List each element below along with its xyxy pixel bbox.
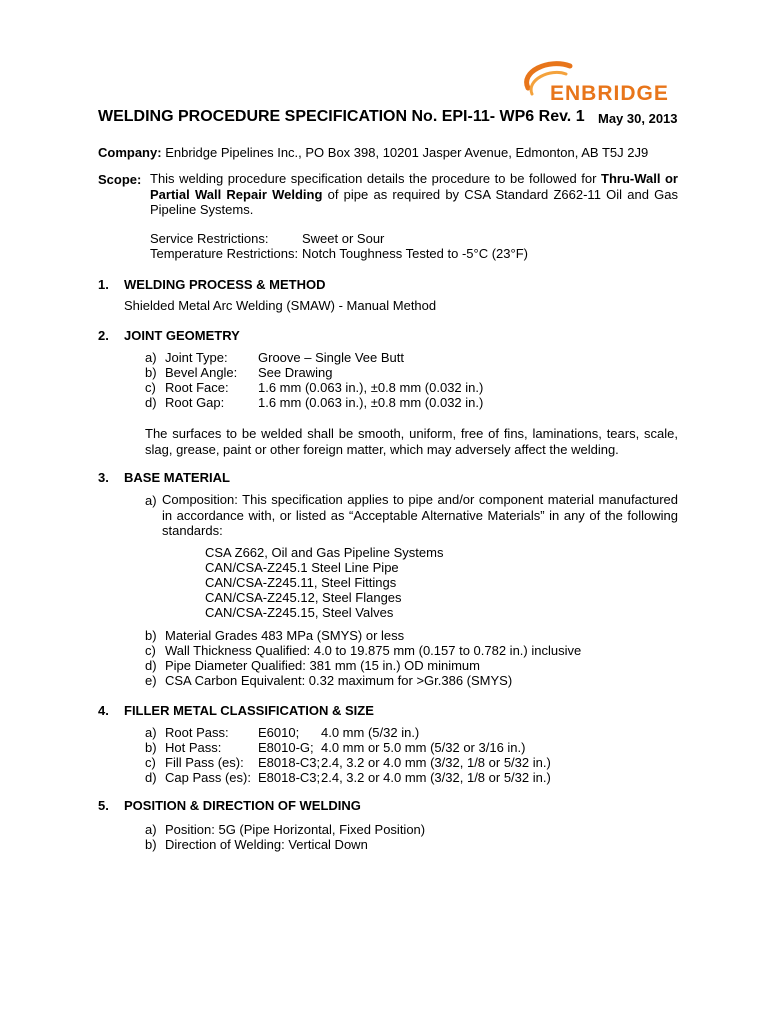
item-size: 2.4, 3.2 or 4.0 mm (3/32, 1/8 or 5/32 in.) <box>321 770 551 785</box>
item-letter: c) <box>145 380 156 395</box>
item-electrode: E8018-C3; <box>258 755 321 770</box>
section-1-heading <box>98 277 326 292</box>
item-letter: c) <box>145 643 156 658</box>
temp-label: Temperature Restrictions: <box>150 246 299 261</box>
item-letter: c) <box>145 755 156 770</box>
service-restrictions <box>150 231 385 246</box>
item-letter: a) <box>145 725 157 740</box>
filler-item <box>145 755 551 770</box>
section-3-number: 3. <box>98 470 109 485</box>
standard-item: CSA Z662, Oil and Gas Pipeline Systems <box>205 545 444 560</box>
item-letter: a) <box>145 822 157 837</box>
filler-item <box>145 725 420 740</box>
item-letter: b) <box>145 740 157 755</box>
section-5-title: POSITION & DIRECTION OF WELDING <box>124 798 361 813</box>
standard-item: CAN/CSA-Z245.12, Steel Flanges <box>205 590 402 605</box>
scope-text-after: of pipe as required by CSA Standard Z662-11 Oil and Gas Pipeline Systems. <box>150 186 678 217</box>
section-5-number: 5. <box>98 798 109 813</box>
item-text: Pipe Diameter Qualified: 381 mm (15 in.) OD minimum <box>165 658 480 673</box>
item-letter: b) <box>145 837 157 852</box>
item-electrode: E6010; <box>258 725 300 740</box>
section-3-heading <box>98 470 230 485</box>
item-label: Cap Pass (es): <box>165 770 251 785</box>
item-label: Joint Type: <box>165 350 228 365</box>
item-letter: a) <box>145 350 157 365</box>
material-item <box>145 658 480 673</box>
item-label: Root Face: <box>165 380 229 395</box>
company-value: Enbridge Pipelines Inc., PO Box 398, 10201 Jasper Avenue, Edmonton, AB T5J 2J9 <box>165 145 649 160</box>
section-4-title: FILLER METAL CLASSIFICATION & SIZE <box>124 703 374 718</box>
filler-item <box>145 770 551 785</box>
position-item <box>145 837 368 852</box>
item-electrode: E8018-C3; <box>258 770 321 785</box>
section-1-title: WELDING PROCESS & METHOD <box>124 277 326 292</box>
item-value: See Drawing <box>258 365 333 380</box>
section-1-text: Shielded Metal Arc Welding (SMAW) - Manual Method <box>124 298 437 313</box>
material-item <box>145 628 405 643</box>
item-text: Position: 5G (Pipe Horizontal, Fixed Position) <box>165 822 426 837</box>
service-value: Sweet or Sour <box>302 231 385 246</box>
enbridge-logo <box>518 58 698 108</box>
section-4-heading <box>98 703 374 718</box>
section-2-number: 2. <box>98 328 109 343</box>
item-text: Material Grades 483 MPa (SMYS) or less <box>165 628 405 643</box>
composition-letter: a) <box>145 493 157 508</box>
item-electrode: E8010-G; <box>258 740 314 755</box>
scope-label: Scope: <box>98 172 142 187</box>
section-4-number: 4. <box>98 703 109 718</box>
company-label: Company: <box>98 145 162 160</box>
item-value: 1.6 mm (0.063 in.), ±0.8 mm (0.032 in.) <box>258 380 484 395</box>
temperature-restrictions <box>150 246 528 261</box>
item-letter: d) <box>145 770 157 785</box>
item-text: Wall Thickness Qualified: 4.0 to 19.875 mm (0.157 to 0.782 in.) inclusive <box>165 643 582 658</box>
company-line <box>98 145 648 160</box>
item-letter: b) <box>145 628 157 643</box>
scope-text-bold: Thru-Wall or Partial Wall Repair Welding <box>150 171 678 202</box>
item-label: Root Pass: <box>165 725 229 740</box>
item-value: Groove – Single Vee Butt <box>258 350 404 365</box>
item-letter: b) <box>145 365 157 380</box>
section-2-title: JOINT GEOMETRY <box>124 328 240 343</box>
joint-item <box>145 380 484 395</box>
standard-item: CAN/CSA-Z245.11, Steel Fittings <box>205 575 397 590</box>
material-item <box>145 673 513 688</box>
temp-value: Notch Toughness Tested to -5°C (23°F) <box>302 246 528 261</box>
section-3-title: BASE MATERIAL <box>124 470 230 485</box>
item-label: Bevel Angle: <box>165 365 238 380</box>
section-1-number: 1. <box>98 277 109 292</box>
scope-text-before: This welding procedure specification details the procedure to be followed for <box>150 171 601 186</box>
joint-item <box>145 350 404 365</box>
item-size: 4.0 mm (5/32 in.) <box>321 725 420 740</box>
scope-text <box>150 171 678 218</box>
material-item <box>145 643 582 658</box>
logo-wordmark: ENBRIDGE <box>550 82 669 105</box>
standard-item: CAN/CSA-Z245.1 Steel Line Pipe <box>205 560 399 575</box>
filler-item <box>145 740 526 755</box>
item-label: Fill Pass (es): <box>165 755 244 770</box>
surface-paragraph: The surfaces to be welded shall be smooth, uniform, free of fins, laminations, tears, scale, slag, grease, paint or other foreign matter, which may adversely affect the welding. <box>145 426 678 457</box>
position-item <box>145 822 426 837</box>
standard-item: CAN/CSA-Z245.15, Steel Valves <box>205 605 394 620</box>
item-value: 1.6 mm (0.063 in.), ±0.8 mm (0.032 in.) <box>258 395 484 410</box>
item-label: Root Gap: <box>165 395 225 410</box>
service-label: Service Restrictions: <box>150 231 269 246</box>
joint-item <box>145 365 333 380</box>
item-size: 4.0 mm or 5.0 mm (5/32 or 3/16 in.) <box>321 740 526 755</box>
item-letter: e) <box>145 673 157 688</box>
document-date: May 30, 2013 <box>598 111 678 126</box>
item-text: CSA Carbon Equivalent: 0.32 maximum for >Gr.386 (SMYS) <box>165 673 513 688</box>
composition-text: Composition: This specification applies to pipe and/or component material manufactured in accordance with, or listed as “Acceptable Alternative Materials” in any of the following standards: <box>162 492 678 538</box>
item-letter: d) <box>145 395 157 410</box>
item-size: 2.4, 3.2 or 4.0 mm (3/32, 1/8 or 5/32 in.) <box>321 755 551 770</box>
item-text: Direction of Welding: Vertical Down <box>165 837 368 852</box>
item-label: Hot Pass: <box>165 740 222 755</box>
document-title: WELDING PROCEDURE SPECIFICATION No. EPI-11- WP6 Rev. 1 <box>98 108 585 125</box>
item-letter: d) <box>145 658 157 673</box>
joint-item <box>145 395 484 410</box>
section-2-heading <box>98 328 240 343</box>
section-5-heading <box>98 798 361 813</box>
